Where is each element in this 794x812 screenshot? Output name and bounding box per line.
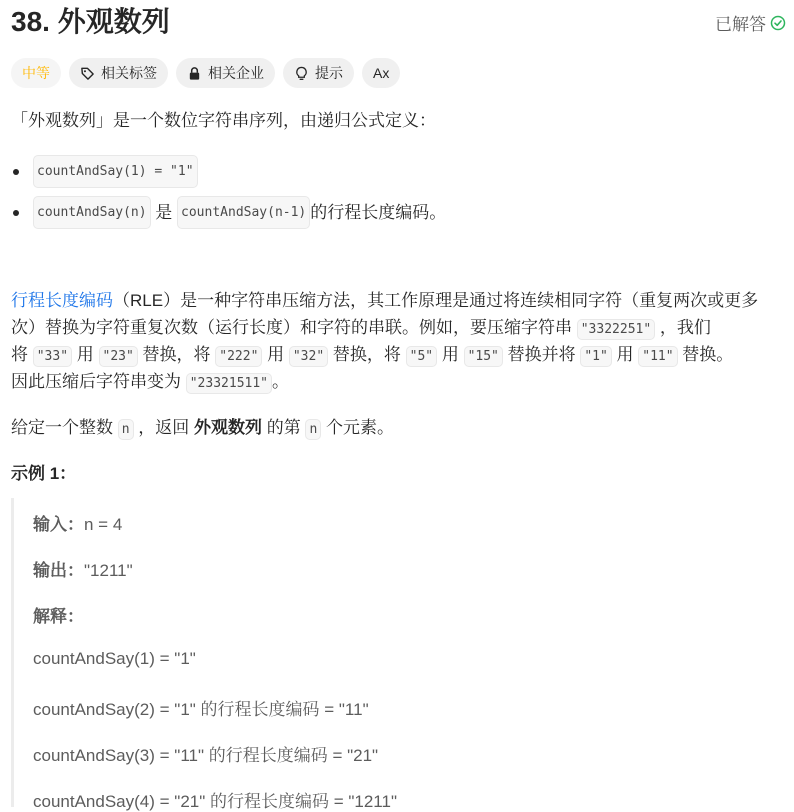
bullet-dot xyxy=(13,169,19,175)
text: 用 xyxy=(72,345,99,364)
code-3322251: "3322251" xyxy=(577,319,655,340)
text: 给定一个整数 xyxy=(11,418,118,437)
quote-bar xyxy=(11,498,14,807)
code-n: n xyxy=(305,419,321,440)
text: 用 xyxy=(437,345,464,364)
related-tags-label: 相关标签 xyxy=(101,65,157,81)
related-companies-label: 相关企业 xyxy=(208,65,264,81)
bullet-dot xyxy=(13,210,19,216)
example-heading-text: 示例 1： xyxy=(11,464,77,483)
text: 将 xyxy=(11,345,33,364)
task-text xyxy=(11,414,394,443)
tag-icon xyxy=(80,66,95,81)
bullet-item-1 xyxy=(11,155,198,188)
related-tags-button[interactable] xyxy=(69,58,168,88)
text: 用 xyxy=(611,345,639,364)
code-n: n xyxy=(118,419,134,440)
example-input xyxy=(33,510,122,535)
explanation-line: countAndSay(1) = "1" xyxy=(33,649,196,668)
text: 用 xyxy=(262,345,289,364)
code-23: "23" xyxy=(99,346,138,367)
text: 的第 xyxy=(262,418,306,437)
problem-title: 38. 外观数列 xyxy=(11,6,170,37)
related-companies-button[interactable] xyxy=(176,58,275,88)
rle-line-4-end: 。 xyxy=(272,372,290,391)
explanation-line: countAndSay(2) = "1" 的行程长度编码 = "11" xyxy=(33,700,369,719)
text: 替换，将 xyxy=(137,345,216,364)
rle-line-1-text: （RLE）是一种字符串压缩方法，其工作原理是通过将连续相同字符（重复两次或更多 xyxy=(113,291,759,310)
intro-text: 「外观数列」是一个数位字符串序列，由递归公式定义： xyxy=(11,111,436,130)
code-32: "32" xyxy=(289,346,328,367)
text: 个元素。 xyxy=(321,418,395,437)
output-value: "1211" xyxy=(84,561,133,580)
code-23321511: "23321511" xyxy=(186,373,272,394)
rle-line-2-text: 次）替换为字符重复次数（运行长度）和字符的串联。例如，要压缩字符串 xyxy=(11,318,577,337)
tag-bar xyxy=(11,58,400,88)
bullet-2-end: 的行程长度编码。 xyxy=(310,203,447,222)
translate-button[interactable] xyxy=(362,58,400,88)
rle-line-2-end: ，我们 xyxy=(655,318,711,337)
code-count-and-say-n: countAndSay(n) xyxy=(33,196,151,229)
input-value: n = 4 xyxy=(84,515,123,534)
code-222: "222" xyxy=(215,346,262,367)
difficulty-label: 中等 xyxy=(22,65,50,81)
rle-line-4-text: 因此压缩后字符串变为 xyxy=(11,372,186,391)
translate-icon: Ax xyxy=(373,65,390,81)
code-15: "15" xyxy=(464,346,503,367)
check-circle-icon xyxy=(770,15,786,31)
code-5: "5" xyxy=(406,346,437,367)
lock-icon xyxy=(187,66,202,81)
example-block xyxy=(11,498,786,811)
code-33: "33" xyxy=(33,346,72,367)
lightbulb-icon xyxy=(294,66,309,81)
solved-status xyxy=(715,10,786,35)
code-count-and-say-1: countAndSay(1) = "1" xyxy=(33,155,198,188)
output-label: 输出： xyxy=(33,561,84,580)
hints-button[interactable] xyxy=(283,58,354,88)
rle-line-2 xyxy=(11,314,711,343)
title-row xyxy=(11,2,786,42)
text: 替换，将 xyxy=(328,345,406,364)
bullet-2-mid: 是 xyxy=(150,203,178,222)
text: ，返回 xyxy=(133,418,195,437)
explanation-line: countAndSay(4) = "21" 的行程长度编码 = "1211" xyxy=(33,792,397,811)
example-heading xyxy=(11,460,76,487)
input-label: 输入： xyxy=(33,515,84,534)
rle-line-1 xyxy=(11,287,758,314)
explain-label: 解释： xyxy=(33,607,84,626)
text: 替换并将 xyxy=(502,345,581,364)
rle-line-3 xyxy=(11,341,733,370)
code-count-and-say-n-1: countAndSay(n-1) xyxy=(177,196,310,229)
code-1: "1" xyxy=(580,346,611,367)
solved-label: 已解答 xyxy=(715,15,766,34)
rle-line-4 xyxy=(11,368,289,397)
bullet-item-2 xyxy=(11,196,446,229)
difficulty-badge[interactable] xyxy=(11,58,61,88)
bold-text: 外观数列 xyxy=(194,418,263,437)
explanation-line: countAndSay(3) = "11" 的行程长度编码 = "21" xyxy=(33,746,379,765)
example-explanation-label xyxy=(33,602,84,627)
text: 替换。 xyxy=(677,345,734,364)
rle-link[interactable]: 行程长度编码 xyxy=(11,291,113,310)
code-11: "11" xyxy=(638,346,677,367)
example-output xyxy=(33,556,133,581)
hints-label: 提示 xyxy=(315,65,343,81)
